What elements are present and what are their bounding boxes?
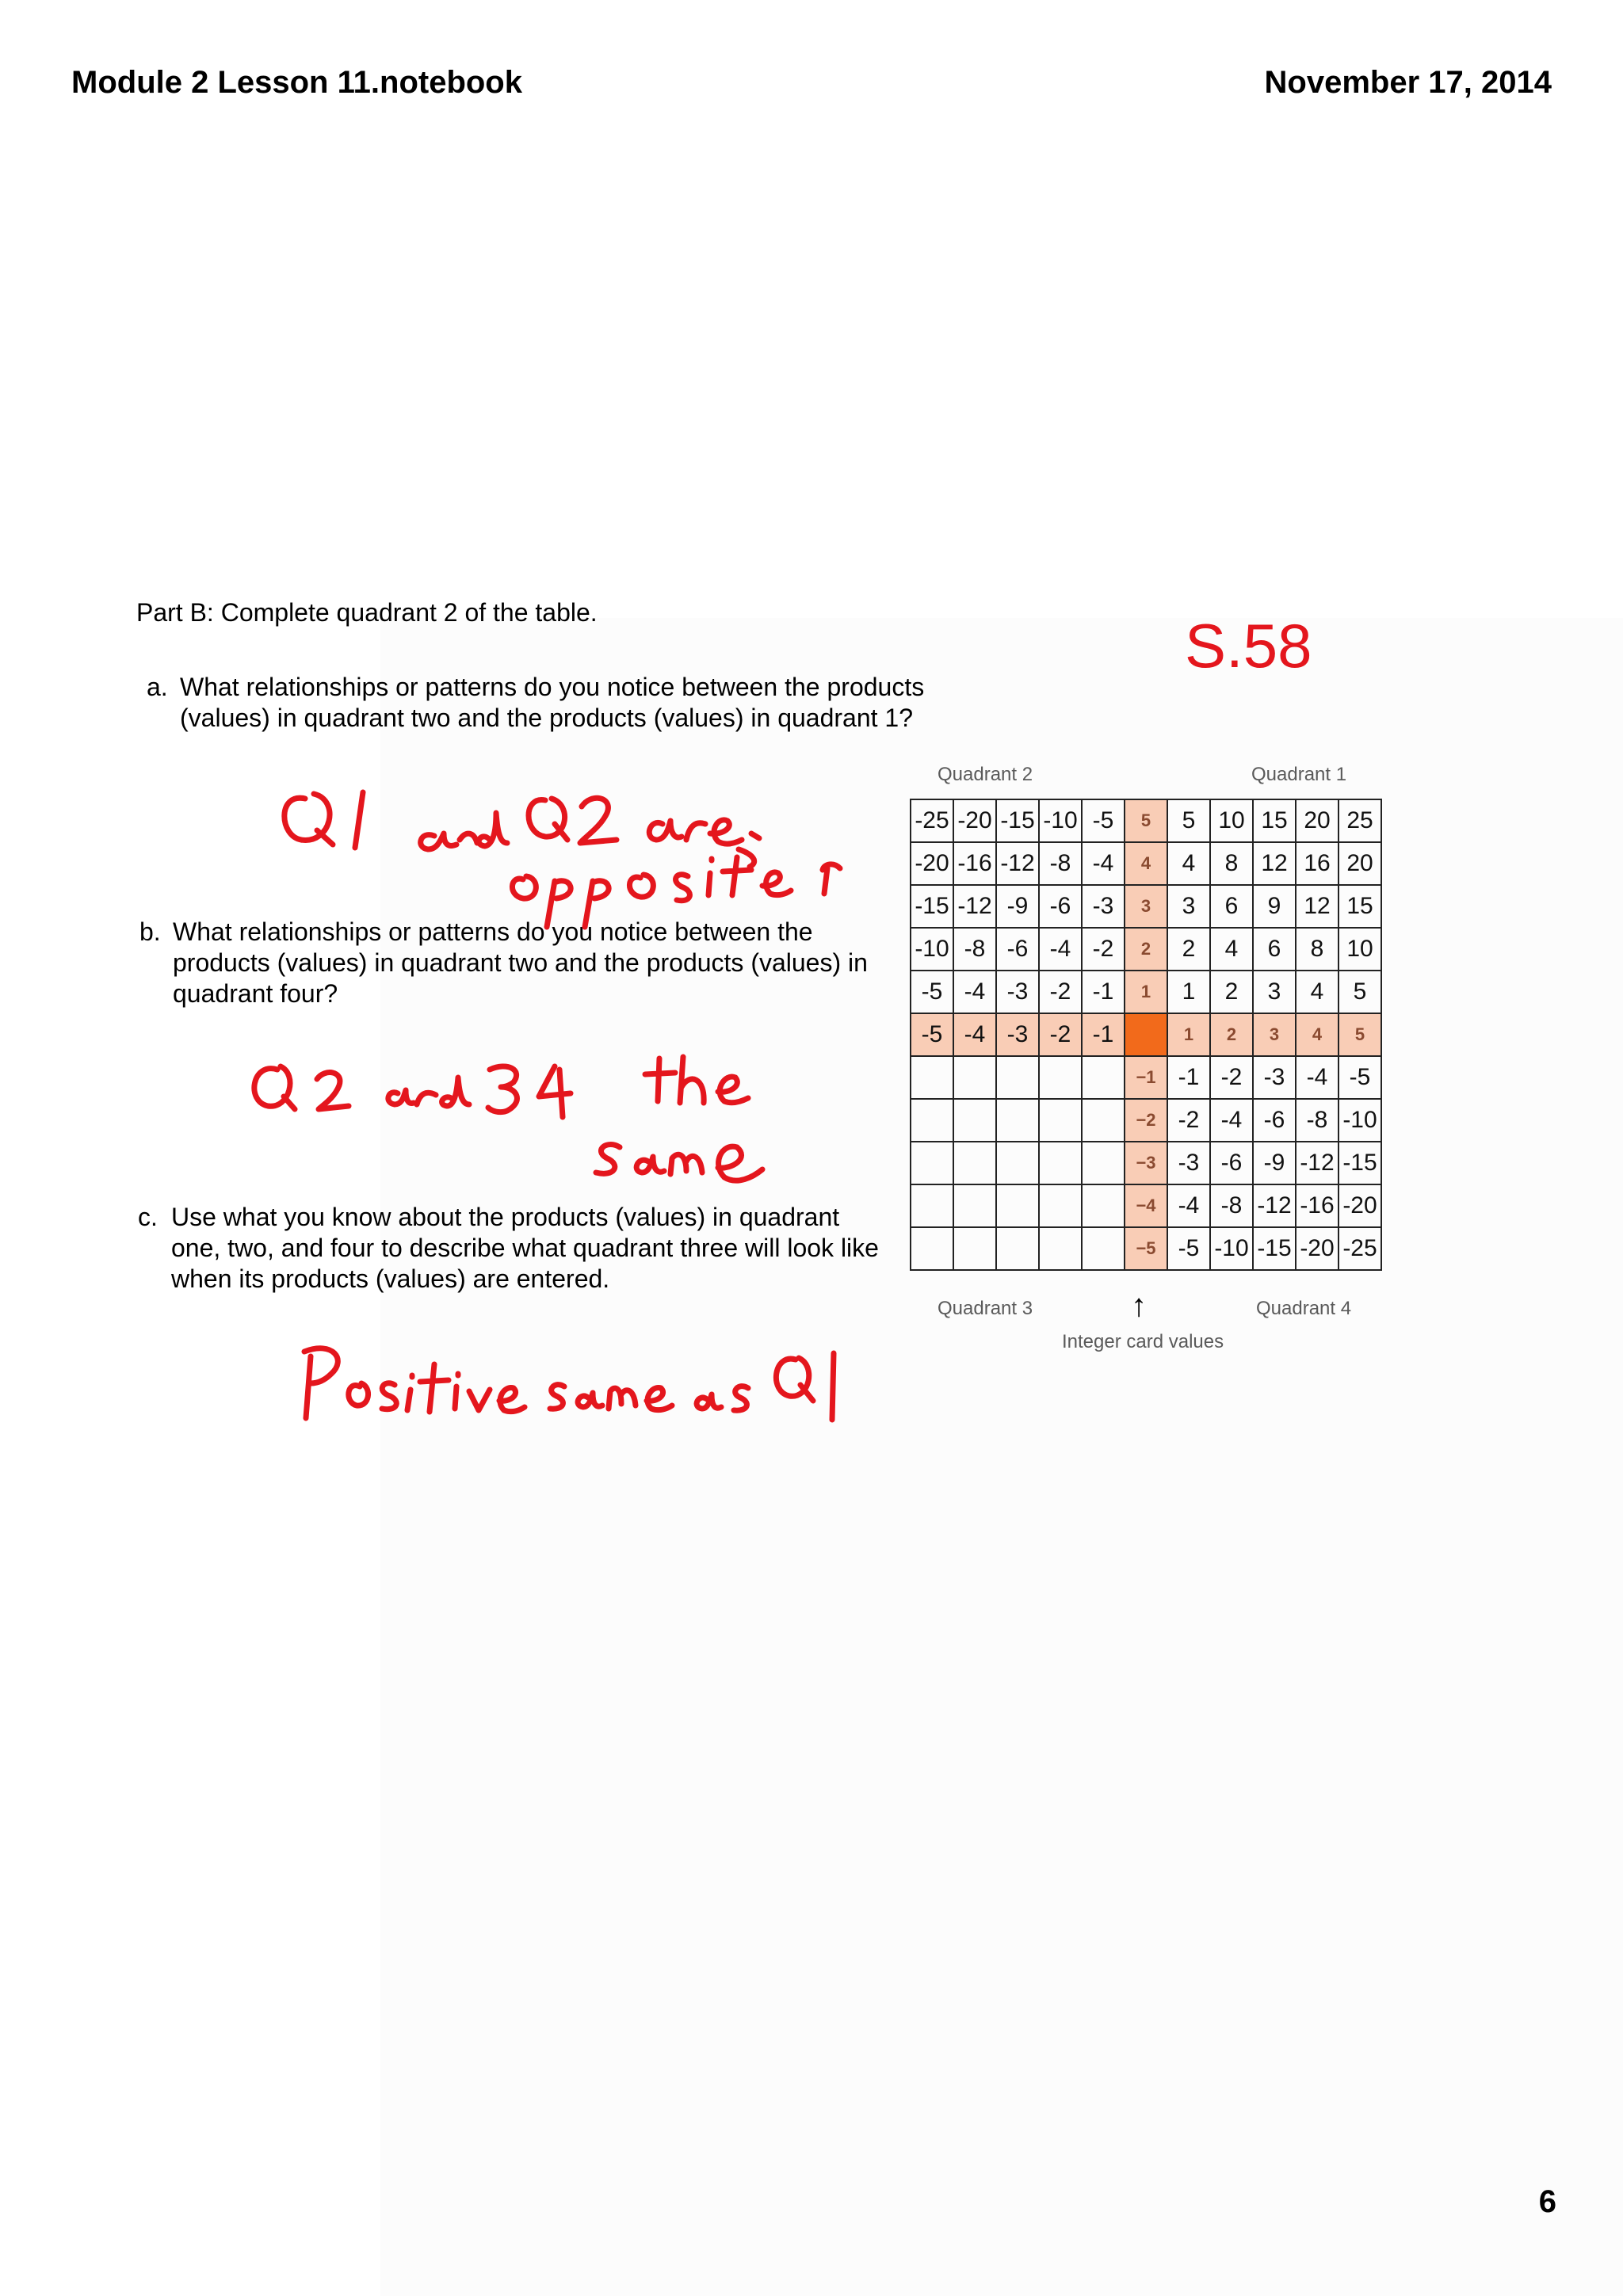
integer-product-table [907,759,1399,1353]
integer-axis-cell: −3 [1125,1142,1168,1185]
product-cell: -4 [1211,1100,1254,1142]
product-cell [911,1228,954,1271]
integer-axis-cell: -5 [911,1014,954,1057]
question-letter: a. [147,673,168,701]
integer-axis-cell: −4 [1125,1185,1168,1228]
quadrant-1-label: Quadrant 1 [1251,764,1347,785]
product-cell: -6 [1040,886,1083,929]
product-cell: -6 [1211,1142,1254,1185]
product-cell: -15 [1254,1228,1296,1271]
product-cell: -5 [911,971,954,1014]
product-cell: 8 [1296,929,1339,971]
product-cell: 4 [1211,929,1254,971]
product-cell: -10 [1339,1100,1382,1142]
integer-axis-cell: 2 [1211,1014,1254,1057]
document-title: Module 2 Lesson 11.notebook [71,65,522,100]
product-cell: -5 [1339,1057,1382,1100]
product-cell: -1 [1168,1057,1211,1100]
product-cell [997,1185,1040,1228]
integer-axis-cell: 2 [1125,929,1168,971]
product-cell: -4 [954,971,997,1014]
document-date: November 17, 2014 [1264,65,1552,100]
part-b-instruction: Part B: Complete quadrant 2 of the table. [136,598,598,627]
product-cell [1083,1228,1125,1271]
integer-axis-cell: −2 [1125,1100,1168,1142]
up-arrow-icon: ↑ [1131,1288,1147,1323]
product-cell: 9 [1254,886,1296,929]
product-cell: -8 [1296,1100,1339,1142]
product-cell: -5 [1083,800,1125,843]
product-cell: 5 [1339,971,1382,1014]
product-cell: -2 [1211,1057,1254,1100]
product-cell: -4 [1168,1185,1211,1228]
product-cell: -3 [1168,1142,1211,1185]
product-cell: -10 [1040,800,1083,843]
product-cell [911,1142,954,1185]
product-cell: 10 [1339,929,1382,971]
product-cell: 20 [1296,800,1339,843]
question-text: What relationships or patterns do you notice between the products (values) in quadrant two and the products (values) in quadrant 1? [180,673,925,732]
product-cell: -12 [954,886,997,929]
product-cell: -16 [954,843,997,886]
product-cell: 4 [1296,971,1339,1014]
product-cell: 2 [1211,971,1254,1014]
integer-axis-cell: 3 [1254,1014,1296,1057]
product-cell [954,1228,997,1271]
product-cell [997,1228,1040,1271]
product-cell [1083,1185,1125,1228]
product-cell [1083,1057,1125,1100]
product-cell: -4 [1296,1057,1339,1100]
product-cell [1040,1057,1083,1100]
product-cell [1040,1100,1083,1142]
integer-axis-cell: 5 [1125,800,1168,843]
product-cell: -15 [911,886,954,929]
product-cell: 12 [1296,886,1339,929]
product-cell [1083,1100,1125,1142]
product-cell: -3 [1083,886,1125,929]
question-letter: c. [138,1203,158,1231]
product-cell: -12 [1296,1142,1339,1185]
product-cell [1040,1142,1083,1185]
quadrant-2-label: Quadrant 2 [938,764,1033,785]
product-cell: -8 [1211,1185,1254,1228]
product-cell: 10 [1211,800,1254,843]
product-cell: -10 [1211,1228,1254,1271]
product-cell: -20 [1296,1228,1339,1271]
product-cell: -4 [1083,843,1125,886]
product-cell [911,1100,954,1142]
product-cell [1040,1185,1083,1228]
product-cell: -1 [1083,971,1125,1014]
product-cell: 5 [1168,800,1211,843]
product-cell: -16 [1296,1185,1339,1228]
product-cell: 1 [1168,971,1211,1014]
product-cell [1040,1228,1083,1271]
product-cell: -20 [1339,1185,1382,1228]
integer-axis-cell: −1 [1125,1057,1168,1100]
integer-axis-cell: -2 [1040,1014,1083,1057]
question-a [147,672,957,734]
product-cell [954,1185,997,1228]
question-letter: b. [139,917,161,946]
product-cell: 2 [1168,929,1211,971]
product-cell [911,1057,954,1100]
question-text: Use what you know about the products (values) in quadrant one, two, and four to describe what quadrant three will look like when its products (values) are entered. [171,1203,879,1293]
product-cell: -2 [1168,1100,1211,1142]
product-cell [954,1100,997,1142]
product-cell: -8 [954,929,997,971]
integer-axis-cell: −5 [1125,1228,1168,1271]
product-cell [911,1185,954,1228]
origin-cell [1125,1014,1168,1057]
product-cell [954,1057,997,1100]
product-cell: -9 [997,886,1040,929]
product-cell: -2 [1040,971,1083,1014]
product-cell: 15 [1254,800,1296,843]
product-cell: -20 [911,843,954,886]
product-cell: 12 [1254,843,1296,886]
product-cell: -25 [1339,1228,1382,1271]
product-cell: -10 [911,929,954,971]
quadrant-3-label: Quadrant 3 [938,1298,1033,1319]
product-cell: 25 [1339,800,1382,843]
product-cell: -3 [1254,1057,1296,1100]
integer-axis-cell: -1 [1083,1014,1125,1057]
product-cell: 15 [1339,886,1382,929]
product-cell: -6 [1254,1100,1296,1142]
product-cell: -3 [997,971,1040,1014]
annotation-code: S.58 [1185,611,1312,681]
product-grid [910,799,1382,1271]
question-c [138,1202,884,1295]
question-text: What relationships or patterns do you notice between the products (values) in quadrant two and the products (values) in quadrant four? [173,917,868,1008]
product-cell: 20 [1339,843,1382,886]
integer-axis-cell: 4 [1296,1014,1339,1057]
product-cell: -8 [1040,843,1083,886]
product-cell: -20 [954,800,997,843]
question-b [139,917,902,1009]
product-cell: -5 [1168,1228,1211,1271]
product-cell: -12 [997,843,1040,886]
integer-axis-cell: -4 [954,1014,997,1057]
product-cell: 3 [1254,971,1296,1014]
product-cell: -4 [1040,929,1083,971]
integer-axis-cell: 1 [1125,971,1168,1014]
integer-axis-cell: 4 [1125,843,1168,886]
product-cell: 3 [1168,886,1211,929]
integer-card-values-label: Integer card values [1062,1331,1224,1352]
product-cell [997,1142,1040,1185]
product-cell: -2 [1083,929,1125,971]
product-cell [997,1057,1040,1100]
integer-axis-cell: -3 [997,1014,1040,1057]
integer-axis-cell: 5 [1339,1014,1382,1057]
page-number: 6 [1538,2184,1556,2219]
product-cell: -25 [911,800,954,843]
product-cell: -15 [1339,1142,1382,1185]
product-cell [1083,1142,1125,1185]
integer-axis-cell: 1 [1168,1014,1211,1057]
product-cell: -6 [997,929,1040,971]
integer-axis-cell: 3 [1125,886,1168,929]
quadrant-4-label: Quadrant 4 [1256,1298,1352,1319]
product-cell [954,1142,997,1185]
product-cell: 8 [1211,843,1254,886]
product-cell: -15 [997,800,1040,843]
product-cell: -12 [1254,1185,1296,1228]
product-cell [997,1100,1040,1142]
product-cell: -9 [1254,1142,1296,1185]
product-cell: 6 [1211,886,1254,929]
product-cell: 6 [1254,929,1296,971]
product-cell: 4 [1168,843,1211,886]
product-cell: 16 [1296,843,1339,886]
